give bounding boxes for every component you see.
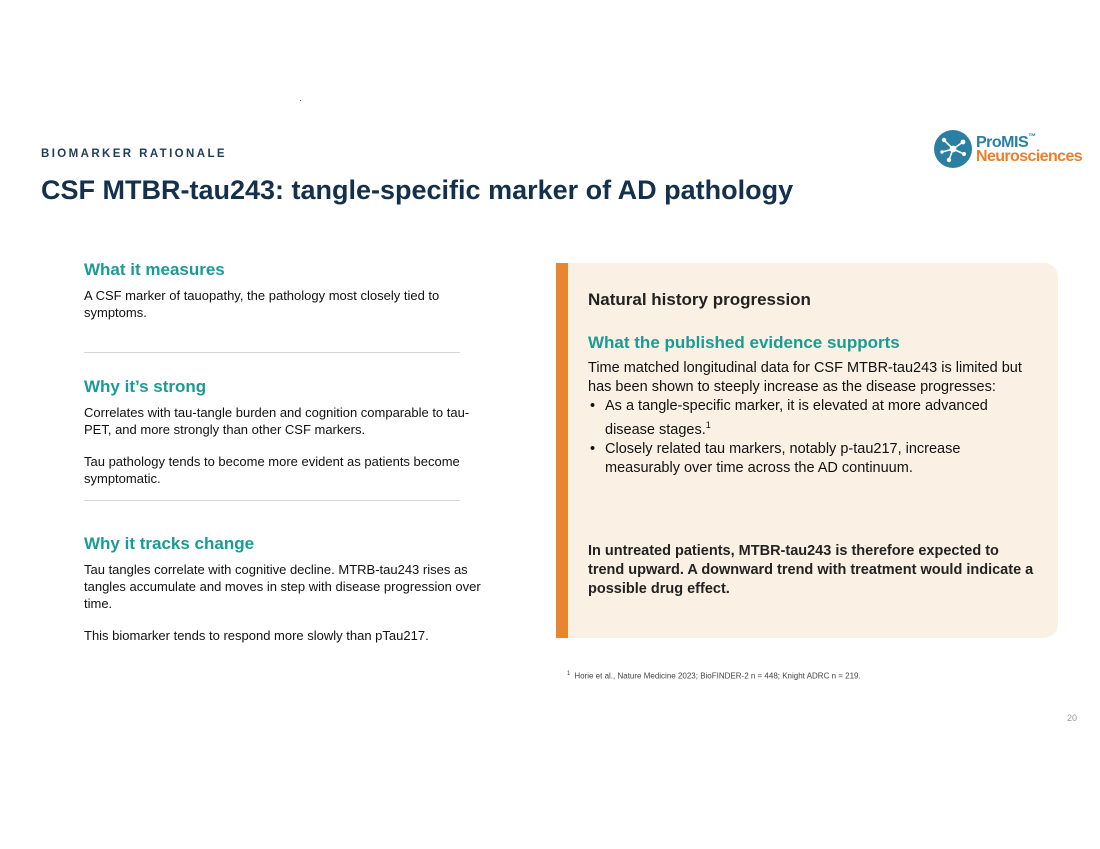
evidence-list <box>588 397 1038 478</box>
slide-title: CSF MTBR-tau243: tangle-specific marker of AD pathology <box>41 175 794 205</box>
section-heading: What it measures <box>84 260 225 279</box>
promis-logo-icon <box>933 129 973 169</box>
card-accent-bar <box>556 263 568 638</box>
section-text: Correlates with tau-tangle burden and cognition comparable to tau-PET, and more strongly than other CSF markers. <box>84 405 470 437</box>
card-title: Natural history progression <box>588 290 811 309</box>
section-why-strong <box>84 377 509 487</box>
footnote-text: Horie et al., Nature Medicine 2023; BioFINDER-2 n = 448; Knight ADRC n = 219. <box>574 671 861 681</box>
left-column <box>84 260 509 644</box>
footnote-ref: 1 <box>705 420 711 430</box>
section-text: Tau pathology tends to become more evident as patients become symptomatic. <box>84 454 460 486</box>
page-number: 20 <box>1067 713 1078 723</box>
section-why-tracks-change <box>84 534 509 644</box>
company-logo <box>933 129 1093 171</box>
section-text: Tau tangles correlate with cognitive decline. MTRB-tau243 rises as tangles accumulate and moves in step with disease progression over time. <box>84 562 481 611</box>
logo-text-promis: ProMIS™ <box>976 132 1036 151</box>
list-item: • Closely related tau markers, notably p-tau217, increase measurably over time across the AD continuum. <box>588 440 1038 478</box>
section-text: A CSF marker of tauopathy, the pathology most closely tied to symptoms. <box>84 288 440 320</box>
card-intro: Time matched longitudinal data for CSF MTBR-tau243 is limited but has been shown to steeply increase as the disease progresses: <box>588 360 1022 395</box>
card-body <box>588 359 1038 478</box>
natural-history-card <box>556 263 1058 638</box>
footnote <box>567 671 861 681</box>
section-divider <box>84 500 460 501</box>
section-heading: Why it tracks change <box>84 534 255 553</box>
card-subtitle: What the published evidence supports <box>588 333 900 352</box>
trademark-mark: ™ <box>1028 132 1036 141</box>
logo-text-neurosciences: Neurosciences <box>976 148 1083 165</box>
list-item: • As a tangle-specific marker, it is elevated at more advanced disease stages.$^1$ <box>588 397 1038 440</box>
stray-dot <box>300 100 301 101</box>
section-eyebrow: BIOMARKER RATIONALE <box>41 148 227 160</box>
section-heading: Why it’s strong <box>84 377 207 396</box>
footnote-marker: 1 <box>567 671 571 677</box>
section-divider <box>84 352 460 353</box>
section-what-it-measures <box>84 260 509 321</box>
section-text: This biomarker tends to respond more slowly than pTau217. <box>84 628 429 643</box>
card-conclusion: In untreated patients, MTBR-tau243 is therefore expected to trend upward. A downward trend with treatment would indicate a possible drug effect. <box>588 543 1034 597</box>
